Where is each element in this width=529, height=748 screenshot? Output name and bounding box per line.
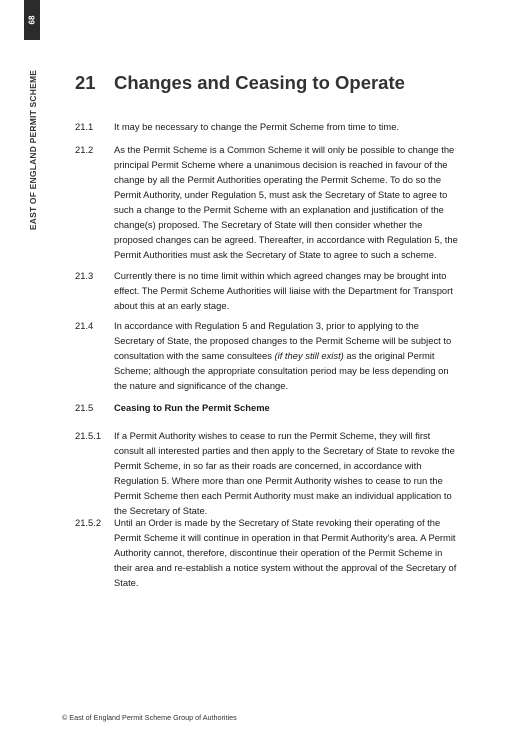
page-number-tab <box>24 0 40 40</box>
side-label: EAST OF ENGLAND PERMIT SCHEME <box>28 69 38 231</box>
paragraph-21-3 <box>75 268 460 313</box>
paragraph-21-1 <box>75 119 460 134</box>
paragraph-number: 21.2 <box>75 144 94 155</box>
paragraph-number: 21.5 <box>75 402 94 413</box>
paragraph-text-italic: (if they still exist) <box>274 350 344 361</box>
paragraph-number: 21.4 <box>75 320 94 331</box>
paragraph-21-5-1 <box>75 428 460 518</box>
paragraph-number: 21.5.2 <box>75 517 102 528</box>
section-title: Changes and Ceasing to Operate <box>114 72 405 93</box>
paragraph-text-part: as the original Permit Scheme; although the appropriate consultation period may be less depending on the nature and significance of the change. <box>114 350 449 391</box>
paragraph-text: Until an Order is made by the Secretary of State revoking their operating of the Permit Scheme it will continue in operation in that Permit Authority's area. A Permit Authority cannot, therefore, discontinue their operation of the Permit Scheme in their area and re-establish a notice system without the approval of the Secretary of State. <box>114 517 457 588</box>
page-number: 68 <box>27 15 37 25</box>
paragraph-number: 21.5.1 <box>75 430 102 441</box>
paragraph-number: 21.1 <box>75 121 94 132</box>
subsection-title: Ceasing to Run the Permit Scheme <box>114 402 270 413</box>
paragraph-21-2 <box>75 142 460 262</box>
paragraph-text: If a Permit Authority wishes to cease to run the Permit Scheme, they will first consult all interested parties and then apply to the Secretary of State to revoke the Permit Scheme, in so far as their roads are concerned, in accordance with Regulation 5. Where more than one Permit Authority wishes to cease to run the Permit Scheme then each Permit Authority must make an individual application to the Secretary of State. <box>114 430 455 516</box>
section-number: 21 <box>75 72 96 93</box>
paragraph-text: As the Permit Scheme is a Common Scheme it will only be possible to change the principal Permit Scheme where a unanimous decision is reached in favour of the change by all the Permit Authorities operating the Permit Scheme. To do so the Permit Authority, under Regulation 5, must ask the Secretary of State to agree to such a change to the Permit Scheme with an explanation and justification of the change(s) proposed. The Secretary of State will then consider whether the proposed changes can be agreed. Thereafter, in accordance with Regulation 5, the Permit Authorities must ask the Secretary of State to agree to such a scheme. <box>114 144 458 260</box>
paragraph-21-4 <box>75 318 460 393</box>
paragraph-text: Currently there is no time limit within which agreed changes may be brought into effect. The Permit Scheme Authorities will liaise with the Department for Transport about this at an early stage. <box>114 270 453 311</box>
subsection-heading-21-5 <box>75 400 460 415</box>
paragraph-21-5-2 <box>75 515 460 590</box>
paragraph-number: 21.3 <box>75 270 94 281</box>
paragraph-text: It may be necessary to change the Permit Scheme from time to time. <box>114 121 400 132</box>
paragraph-text-part: In accordance with Regulation 5 and Regulation 3, prior to applying to the Secretary of State, the proposed changes to the Permit Scheme will be subject to consultation with the same consultees <box>114 320 452 361</box>
paragraph-text <box>114 318 460 393</box>
footer-copyright: © East of England Permit Scheme Group of Authorities <box>62 713 237 722</box>
section-heading <box>75 72 405 94</box>
